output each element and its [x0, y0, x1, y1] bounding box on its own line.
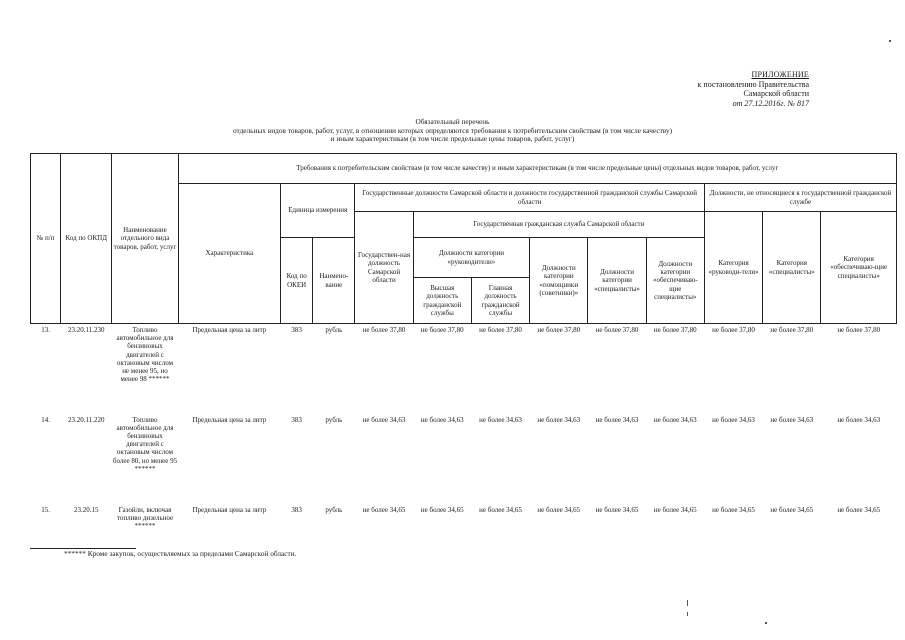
row-value: не более 37,80 [420, 326, 464, 334]
row-value: не более 37,80 [537, 326, 581, 334]
row-characteristic: Предельная цена за литр [192, 415, 267, 424]
cat-specialists-header: Категория «специалисты» [763, 212, 821, 324]
not-civil-header: Должности, не относящиеся к государственной гражданской службе [704, 184, 896, 212]
row-value: не более 37,80 [837, 326, 881, 334]
col-characteristic-header: Характеристика [178, 184, 280, 324]
specialists-header: Должности категории «специалисты» [588, 238, 646, 324]
highest-position-header: Высшая должность гражданской службы [413, 278, 471, 324]
row-value: не более 37,80 [653, 326, 697, 334]
row-item-name: Газойли, включая топливо дизельное ****** [116, 505, 174, 530]
annex-date: от 27.12.2016г. № 817 [732, 98, 809, 108]
row-value: не более 34,63 [479, 415, 522, 424]
row-unit: рубль [325, 326, 343, 334]
row-okpd: 23.20.15 [73, 505, 99, 514]
row-value: не более 34,65 [362, 505, 406, 514]
row-okpd: 23.20.11.220 [67, 415, 105, 424]
row-value: не более 34,65 [653, 505, 697, 514]
row-value: не более 37,80 [479, 326, 522, 334]
row-characteristic: Предельная цена за литр [192, 505, 267, 514]
row-unit: рубль [325, 505, 343, 514]
leaders-header: Должности категории «руководители» [413, 238, 530, 278]
col-unit-name-header: Наимено-вание [313, 238, 355, 324]
row-value: не более 37,80 [770, 326, 814, 334]
requirements-table [30, 153, 897, 544]
unit-header: Единица измерения [281, 184, 355, 238]
cat-support-header: Категория «обеспечиваю-щие специалисты» [821, 212, 897, 324]
col-okpd-header: Код по ОКПД [61, 154, 112, 324]
row-okei: 383 [291, 505, 302, 514]
row-num: 14. [41, 415, 50, 424]
row-characteristic: Предельная цена за литр [192, 326, 267, 334]
support-header: Должности категории «обеспечиваю-щие специалисты» [646, 238, 704, 324]
row-value: не более 34,65 [837, 505, 881, 514]
row-value: не более 37,80 [712, 326, 755, 334]
scan-speck [765, 622, 767, 624]
row-value: не более 34,63 [837, 415, 881, 424]
row-num: 15. [41, 505, 50, 514]
heading-line-3: и иным характеристикам (в том числе предельные цены товаров, работ, услуг) [330, 134, 575, 144]
table-row [31, 414, 897, 504]
row-value: не более 34,63 [420, 415, 464, 424]
civil-service-header: Государственная гражданская служба Самарской области [413, 212, 704, 238]
row-item-name: Топливо автомобильное для бензиновых двигателей с октановым числом не менее 95, но менее 98 ****** [116, 326, 174, 384]
row-okei: 383 [291, 415, 302, 424]
annex-line-2: Самарской области [743, 89, 809, 98]
header-row-1 [31, 154, 897, 184]
gov-positions-header: Государственные должности Самарской области и должности государственной гражданской службы Самарской области [355, 184, 705, 212]
row-value: не более 37,80 [595, 326, 639, 334]
assistants-header: Должности категории «помощники (советники)» [530, 238, 588, 324]
scan-speck [687, 612, 688, 616]
row-value: не более 34,63 [362, 415, 406, 424]
annex-line-1: к постановлению Правительства [697, 79, 809, 89]
row-value: не более 34,63 [653, 415, 697, 424]
row-value: не более 34,65 [537, 505, 581, 514]
row-value: не более 34,63 [712, 415, 755, 424]
col-item-name-header: Наименование отдельного вида товаров, работ, услуг [112, 154, 178, 324]
row-value: не более 34,63 [537, 415, 581, 424]
row-value: не более 34,63 [770, 415, 814, 424]
col-okei-header: Код по ОКЕИ [281, 238, 313, 324]
main-position-header: Главная должность гражданской службы [471, 278, 529, 324]
row-value: не более 34,65 [595, 505, 639, 514]
annex-block [698, 70, 809, 108]
document-heading [0, 118, 905, 144]
row-value: не более 34,65 [420, 505, 464, 514]
row-value: не более 37,80 [362, 326, 406, 334]
row-value: не более 34,63 [595, 415, 639, 424]
table-row [31, 324, 897, 414]
row-value: не более 34,65 [712, 505, 755, 514]
row-okpd: 23.20.11.230 [67, 326, 105, 334]
row-item-name: Топливо автомобильное для бензиновых двигателей с октановым числом более 80, но менее 95 ****** [112, 415, 178, 473]
row-value: не более 34,65 [479, 505, 522, 514]
row-value: не более 34,65 [770, 505, 814, 514]
row-unit: рубль [325, 415, 343, 424]
cat-leaders-header: Категория «руководи-тели» [704, 212, 762, 324]
scan-speck [687, 600, 688, 606]
table-row [31, 504, 897, 544]
annex-title: ПРИЛОЖЕНИЕ [751, 70, 809, 79]
col-num-header: № п/п [31, 154, 61, 324]
row-num: 13. [41, 326, 50, 334]
heading-line-1: Обязательный перечень [415, 117, 490, 126]
requirements-header: Требования к потребительским свойствам (в том числе качеству) и иным характеристикам (в том числе предельные цены) отдельных видов товаров, работ, услуг [178, 154, 896, 184]
footnote: ****** Кроме закупок, осуществляемых за пределами Самарской области. [64, 549, 297, 558]
heading-line-2: отдельных видов товаров, работ, услуг, в отношении которых определяются требования к потребительским свойствам (в том числе качеству) [232, 125, 673, 135]
row-okei: 383 [291, 326, 302, 334]
scan-speck [889, 40, 891, 42]
gov-position-header: Государствен-ная должность Самарской области [355, 212, 413, 324]
